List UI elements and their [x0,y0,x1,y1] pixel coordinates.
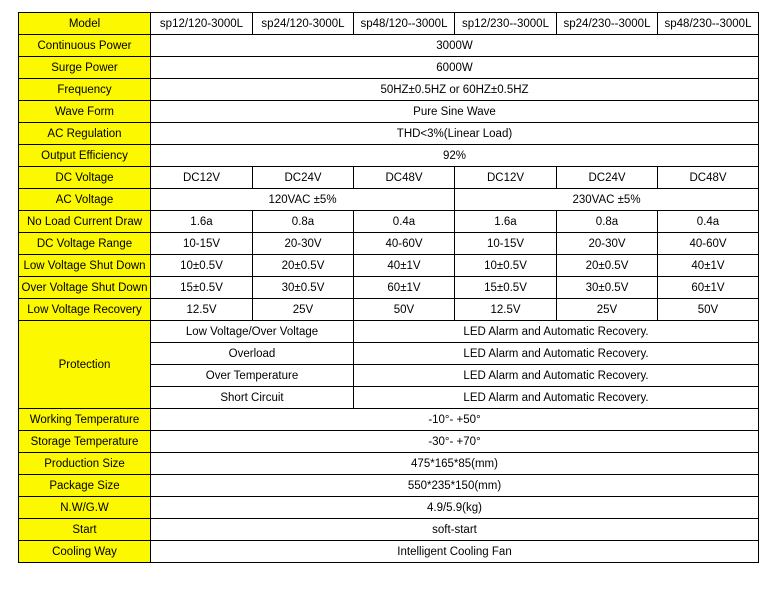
row-label: Continuous Power [19,35,151,57]
table-cell: 0.8a [557,211,658,233]
table-cell: 230VAC ±5% [455,189,759,211]
row-value: THD<3%(Linear Load) [151,123,759,145]
row-label: No Load Current Draw [19,211,151,233]
table-cell: 20±0.5V [253,255,354,277]
model-cell: sp48/120--3000L [354,13,455,35]
row-value: -10°- +50° [151,409,759,431]
table-cell: 40±1V [354,255,455,277]
table-cell: 10-15V [151,233,253,255]
table-row [19,79,759,101]
row-value: 6000W [151,57,759,79]
table-cell: 20±0.5V [557,255,658,277]
protection-action: LED Alarm and Automatic Recovery. [354,387,759,409]
protection-type: Short Circuit [151,387,354,409]
row-label: AC Voltage [19,189,151,211]
table-cell: DC24V [253,167,354,189]
spec-table [18,12,759,563]
row-value: soft-start [151,519,759,541]
table-row [19,123,759,145]
table-cell: 10±0.5V [455,255,557,277]
model-cell: sp12/230--3000L [455,13,557,35]
table-cell: 25V [557,299,658,321]
row-label: Low Voltage Recovery [19,299,151,321]
row-label: Surge Power [19,57,151,79]
table-row [19,409,759,431]
table-row [19,57,759,79]
row-label: Storage Temperature [19,431,151,453]
table-cell: DC48V [354,167,455,189]
table-cell: 20-30V [253,233,354,255]
table-row [19,321,759,343]
model-cell: sp24/120-3000L [253,13,354,35]
table-cell: 60±1V [658,277,759,299]
table-cell: 12.5V [455,299,557,321]
table-cell: 50V [658,299,759,321]
row-label: N.W/G.W [19,497,151,519]
row-label: DC Voltage [19,167,151,189]
table-cell: DC12V [151,167,253,189]
row-label: Start [19,519,151,541]
table-row [19,145,759,167]
row-value: -30°- +70° [151,431,759,453]
protection-action: LED Alarm and Automatic Recovery. [354,343,759,365]
table-cell: 40-60V [658,233,759,255]
row-value: 475*165*85(mm) [151,453,759,475]
row-value: 50HZ±0.5HZ or 60HZ±0.5HZ [151,79,759,101]
row-value: 3000W [151,35,759,57]
row-value: 550*235*150(mm) [151,475,759,497]
table-cell: 10-15V [455,233,557,255]
row-label: Protection [19,321,151,409]
protection-type: Overload [151,343,354,365]
row-value: Intelligent Cooling Fan [151,541,759,563]
row-label: DC Voltage Range [19,233,151,255]
row-label: Frequency [19,79,151,101]
table-row [19,277,759,299]
row-value: Pure Sine Wave [151,101,759,123]
table-cell: 0.4a [658,211,759,233]
row-label: Low Voltage Shut Down [19,255,151,277]
row-label: Over Voltage Shut Down [19,277,151,299]
table-cell: 25V [253,299,354,321]
table-row [19,233,759,255]
table-row [19,211,759,233]
table-cell: 120VAC ±5% [151,189,455,211]
table-row [19,497,759,519]
table-cell: 30±0.5V [253,277,354,299]
row-value: 92% [151,145,759,167]
row-label: Production Size [19,453,151,475]
model-cell: sp48/230--3000L [658,13,759,35]
table-cell: 0.4a [354,211,455,233]
row-value: 4.9/5.9(kg) [151,497,759,519]
table-cell: 40-60V [354,233,455,255]
protection-type: Over Temperature [151,365,354,387]
row-label: Wave Form [19,101,151,123]
table-row [19,255,759,277]
table-row [19,35,759,57]
row-label: Working Temperature [19,409,151,431]
table-row [19,475,759,497]
table-cell: 20-30V [557,233,658,255]
table-cell: 10±0.5V [151,255,253,277]
table-cell: 1.6a [455,211,557,233]
row-label: Cooling Way [19,541,151,563]
table-cell: 15±0.5V [151,277,253,299]
model-cell: sp24/230--3000L [557,13,658,35]
table-row [19,431,759,453]
header-label: Model [19,13,151,35]
table-cell: 50V [354,299,455,321]
table-row [19,299,759,321]
protection-action: LED Alarm and Automatic Recovery. [354,321,759,343]
row-label: Package Size [19,475,151,497]
table-cell: 15±0.5V [455,277,557,299]
table-cell: 60±1V [354,277,455,299]
protection-action: LED Alarm and Automatic Recovery. [354,365,759,387]
table-cell: 30±0.5V [557,277,658,299]
table-cell: 40±1V [658,255,759,277]
table-cell: 0.8a [253,211,354,233]
table-row [19,101,759,123]
table-row [19,453,759,475]
table-cell: DC48V [658,167,759,189]
model-cell: sp12/120-3000L [151,13,253,35]
table-cell: 12.5V [151,299,253,321]
row-label: AC Regulation [19,123,151,145]
table-row [19,189,759,211]
table-cell: DC12V [455,167,557,189]
table-row [19,541,759,563]
protection-type: Low Voltage/Over Voltage [151,321,354,343]
table-row [19,519,759,541]
table-cell: 1.6a [151,211,253,233]
table-cell: DC24V [557,167,658,189]
row-label: Output Efficiency [19,145,151,167]
header-row [19,13,759,35]
table-row [19,167,759,189]
